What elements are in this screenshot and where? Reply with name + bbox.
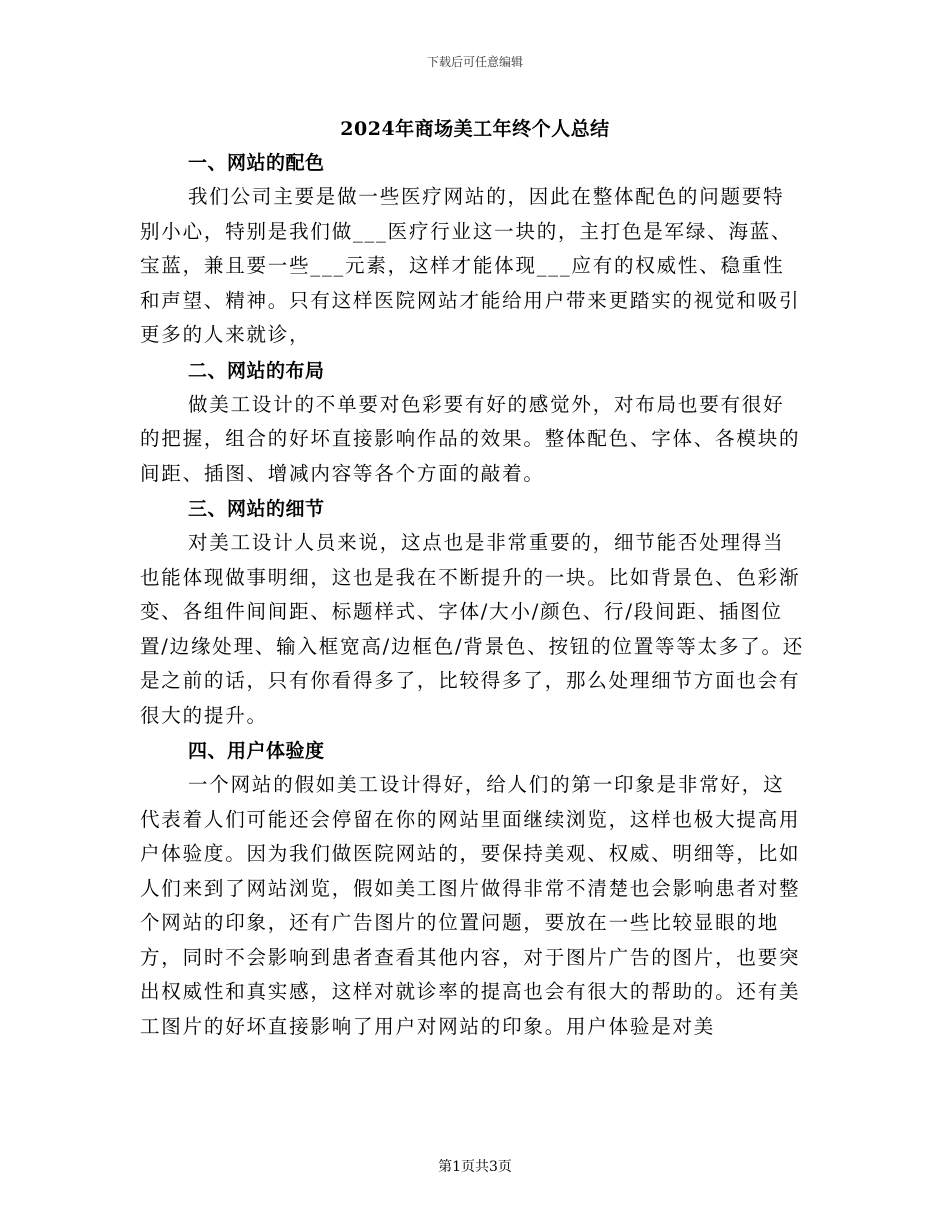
section-heading: 一、网站的配色	[188, 152, 325, 174]
header-note: 下载后可任意编辑	[426, 55, 523, 69]
page-footer: 第1页共3页	[438, 1159, 512, 1175]
section-heading: 二、网站的布局	[188, 359, 325, 382]
section-paragraph: 对美工设计人员来说，这点也是非常重要的，细节能否处理得当也能体现做事明细，这也是我在不断提升的一块。比如背景色、色彩渐变、各组件间间距、标题样式、字体/大小/颜色、行/段间距、插图位置/边缘处理、输入框宽高/边框色/背景色、按钮的位置等等太多了。还是之前的话，只有你看得多了，比较得多了，那么处理细节方面也会有很大的提升。	[140, 531, 805, 727]
section-heading: 四、用户体验度	[188, 740, 325, 762]
section-heading: 三、网站的细节	[188, 498, 325, 520]
document-body	[140, 146, 805, 1045]
section-paragraph: 我们公司主要是做一些医疗网站的，因此在整体配色的问题要特别小心，特别是我们做___医疗行业这一块的，主打色是军绿、海蓝、宝蓝，兼且要一些___元素，这样才能体现___应有的权威性、稳重性和声望、精神。只有这样医院网站才能给用户带来更踏实的视觉和吸引更多的人来就诊，	[140, 185, 801, 346]
section-details	[140, 492, 805, 733]
section-color	[140, 146, 805, 353]
section-user-experience	[140, 734, 805, 1044]
section-paragraph: 一个网站的假如美工设计得好，给人们的第一印象是非常好，这代表着人们可能还会停留在你的网站里面继续浏览，这样也极大提高用户体验度。因为我们做医院网站的，要保持美观、权威、明细等，比如人们来到了网站浏览，假如美工图片做得非常不清楚也会影响患者对整个网站的印象，还有广告图片的位置问题，要放在一些比较显眼的地方，同时不会影响到患者查看其他内容，对于图片广告的图片，也要突出权威性和真实感，这样对就诊率的提高也会有很大的帮助的。还有美工图片的好坏直接影响了用户对网站的印象。用户体验是对美	[140, 773, 801, 1038]
document-title: 2024年商场美工年终个人总结	[340, 118, 610, 140]
section-layout	[140, 354, 805, 492]
section-paragraph: 做美工设计的不单要对色彩要有好的感觉外，对布局也要有很好的把握，组合的好坏直接影响作品的效果。整体配色、字体、各模块的间距、插图、增减内容等各个方面的敲着。	[140, 392, 801, 485]
